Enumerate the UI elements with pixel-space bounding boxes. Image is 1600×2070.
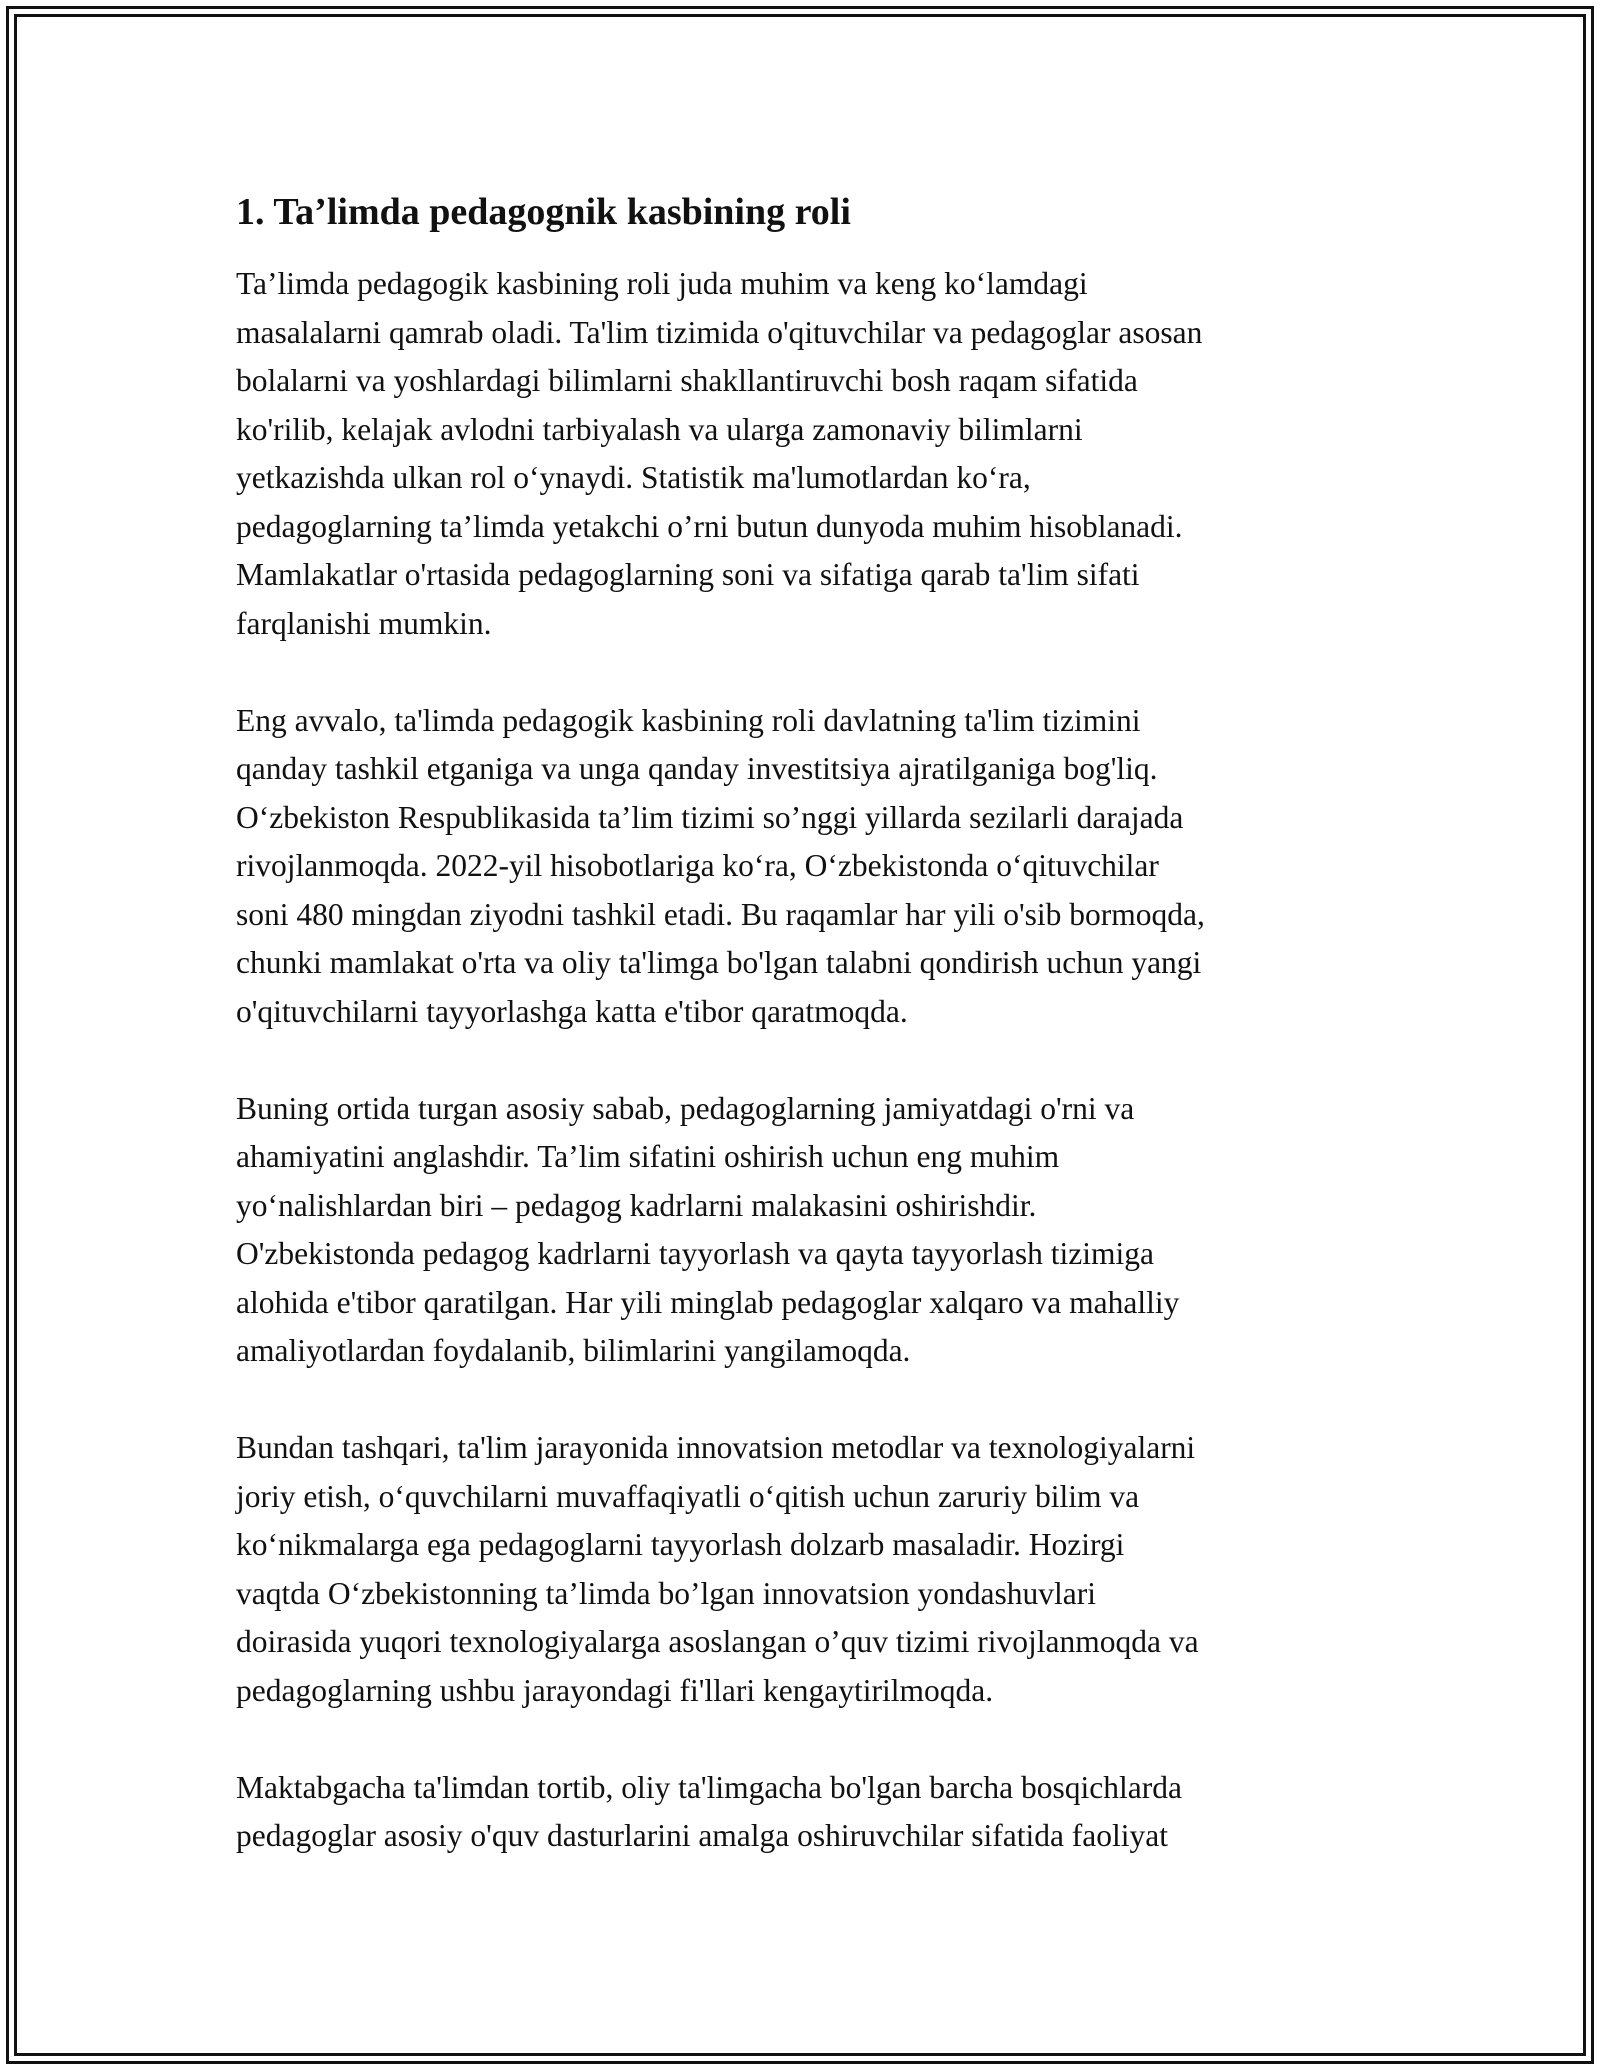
paragraph-4: Bundan tashqari, ta'lim jarayonida innovatsion metodlar va texnologiyalarni joriy etish, o‘quvchilarni muvaffaqiyatli o‘qitish uchun zaruriy bilim va ko‘nikmalarga ega pedagoglarni tayyorlash dolzarb masaladir. Hozirgi vaqtda O‘zbekistonning ta’limda bo’lgan innovatsion yondashuvlari doirasida yuqori texnologiyalarga asoslangan o’quv tizimi rivojlanmoqda va pedagoglarning ushbu jarayondagi fi'llari kengaytirilmoqda. [236, 1430, 1199, 1708]
paragraph-1: Ta’limda pedagogik kasbining roli juda muhim va keng ko‘lamdagi masalalarni qamrab oladi. Ta'lim tizimida o'qituvchilar va pedagoglar asosan bolalarni va yoshlardagi bilimlarni shakllantiruvchi bosh raqam sifatida ko'rilib, kelajak avlodni tarbiyalash va ularga zamonaviy bilimlarni yetkazishda ulkan rol o‘ynaydi. Statistik ma'lumotlardan ko‘ra, pedagoglarning ta’limda yetakchi o’rni butun dunyoda muhim hisoblanadi. Mamlakatlar o'rtasida pedagoglarning soni va sifatiga qarab ta'lim sifati farqlanishi mumkin. [236, 266, 1203, 641]
document-body [236, 186, 1386, 1909]
paragraph-3: Buning ortida turgan asosiy sabab, pedagoglarning jamiyatdagi o'rni va ahamiyatini anglashdir. Ta’lim sifatini oshirish uchun eng muhim yo‘nalishlardan biri – pedagog kadrlarni malakasini oshirishdir. O'zbekistonda pedagog kadrlarni tayyorlash va qayta tayyorlash tizimiga alohida e'tibor qaratilgan. Har yili minglab pedagoglar xalqaro va mahalliy amaliyotlardan foydalanib, bilimlarini yangilamoqda. [236, 1090, 1180, 1368]
paragraph-2: Eng avvalo, ta'limda pedagogik kasbining roli davlatning ta'lim tizimini qanday tashkil etganiga va unga qanday investitsiya ajratilganiga bog'liq. O‘zbekiston Respublikasida ta’lim tizimi so’nggi yillarda sezilarli darajada rivojlanmoqda. 2022-yil hisobotlariga ko‘ra, O‘zbekistonda o‘qituvchilar soni 480 mingdan ziyodni tashkil etadi. Bu raqamlar har yili o'sib bormoqda, chunki mamlakat o'rta va oliy ta'limga bo'lgan talabni qondirish uchun yangi o'qituvchilarni tayyorlashga katta e'tibor qaratmoqda. [236, 702, 1205, 1029]
section-heading: 1. Ta’limda pedagognik kasbining roli [236, 191, 851, 233]
paragraph-5: Maktabgacha ta'limdan tortib, oliy ta'limgacha bo'lgan barcha bosqichlarda pedagoglar asosiy o'quv dasturlarini amalga oshiruvchilar sifatida faoliyat [236, 1769, 1182, 1853]
